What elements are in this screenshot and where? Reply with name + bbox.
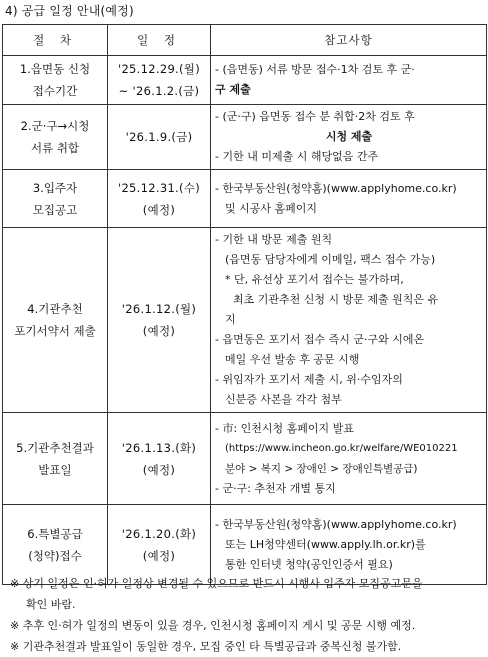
table-row [3, 105, 487, 170]
step-text: 6.특별공급 [27, 526, 83, 541]
step-text: 3.입주자 [32, 180, 78, 195]
notes-cell [211, 105, 487, 170]
note-text: 최초 기관추천 신청 시 방문 제출 원칙은 유 [233, 293, 439, 306]
table-row [3, 413, 487, 505]
date-text: '25.12.31.(수) [117, 180, 200, 195]
table-header-row [3, 25, 487, 56]
table-row [3, 228, 487, 413]
note-text: 메일 우선 발송 후 공문 시행 [225, 353, 360, 366]
note-text: 신분증 사본을 각각 첨부 [225, 393, 342, 406]
column-header-step: 절 차 [3, 25, 108, 56]
notes-cell [211, 228, 487, 413]
note-text: - 市: 인천시청 홈페이지 발표 [215, 421, 354, 435]
note-text: 구 제출 [215, 83, 251, 96]
note-text: 통한 인터넷 청약(공인인증서 필요) [225, 557, 393, 571]
note-text: - (군·구) 읍면동 접수 분 취합·2차 검토 후 [215, 110, 415, 123]
note-text: 시청 제출 [325, 130, 373, 143]
footnotes [10, 573, 486, 657]
note-text: - 한국부동산원(청약홈)(www.applyhome.co.kr) [215, 517, 457, 531]
notes-cell [211, 56, 487, 105]
date-text: '26.1.13.(화) [121, 440, 197, 455]
table-row [3, 56, 487, 105]
step-cell [3, 228, 108, 413]
notes-cell [211, 413, 487, 505]
step-cell [3, 413, 108, 505]
footnote: ※ 기관추천결과 발표일이 동일한 경우, 모집 중인 타 특별공급과 중복신청 불가함. [10, 640, 402, 653]
step-cell [3, 170, 108, 228]
date-cell [108, 56, 211, 105]
date-cell [108, 105, 211, 170]
step-cell [3, 105, 108, 170]
date-text: (예정) [142, 324, 176, 338]
date-text: ~ '26.1.2.(금) [118, 84, 200, 98]
step-text: 모집공고 [32, 202, 78, 217]
note-text: 또는 LH청약센터(www.apply.lh.or.kr)를 [225, 537, 426, 551]
step-text: 서류 취합 [30, 141, 80, 155]
note-text: - 군·구: 추천자 개별 통지 [215, 481, 336, 495]
note-text: (읍면동 담당자에게 이메일, 팩스 접수 가능) [225, 253, 436, 266]
schedule-table [2, 24, 487, 585]
footnote: ※ 추후 인·허가 일정의 변동이 있을 경우, 인천시청 홈페이지 게시 및 공문 시행 예정. [10, 619, 416, 632]
date-cell [108, 228, 211, 413]
note-text: 및 시공사 홈페이지 [225, 201, 318, 215]
footnote-continued: 확인 바람. [26, 598, 76, 611]
step-text: 접수기간 [32, 84, 78, 98]
note-text: - 읍면동은 포기서 접수 즉시 군·구와 시에온 [215, 333, 425, 346]
date-text: (예정) [142, 548, 176, 563]
date-text: '25.12.29.(월) [117, 62, 200, 76]
step-text: 5.기관추천결과 [16, 440, 94, 455]
step-text: (청약)접수 [28, 548, 82, 563]
footnote: ※ 상기 일정은 인·허가 일정상 변경될 수 있으므로 반드시 시행사 입주자 모집공고문을 [10, 577, 423, 590]
note-text: - 기한 내 방문 제출 원칙 [215, 233, 333, 246]
column-header-notes: 참고사항 [211, 25, 487, 56]
date-text: (예정) [142, 462, 176, 477]
date-text: '26.1.12.(월) [121, 302, 197, 316]
step-cell [3, 56, 108, 105]
table-row [3, 170, 487, 228]
date-text: (예정) [142, 202, 176, 217]
date-text: '26.1.9.(금) [125, 130, 193, 144]
note-text: * 단, 유선상 포기서 접수는 불가하며, [225, 273, 404, 286]
note-text: - (읍면동) 서류 방문 접수·1차 검토 후 군· [215, 63, 415, 76]
note-text: - 기한 내 미제출 시 해당없음 간주 [215, 150, 379, 163]
date-cell [108, 413, 211, 505]
note-text: - 한국부동산원(청약홈)(www.applyhome.co.kr) [215, 181, 457, 195]
note-text: 분야 > 복지 > 장애인 > 장애인특별공급) [225, 462, 418, 475]
column-header-date: 일 정 [108, 25, 211, 56]
note-text: - 위임자가 포기서 제출 시, 위·수임자의 [215, 373, 403, 386]
step-text: 1.읍면동 신청 [19, 62, 91, 76]
step-text: 발표일 [38, 462, 72, 477]
date-cell [108, 170, 211, 228]
date-text: '26.1.20.(화) [121, 526, 197, 541]
step-text: 2.군·구→시청 [20, 119, 90, 133]
notes-cell [211, 170, 487, 228]
step-text: 4.기관추천 [27, 302, 83, 316]
note-text: (https://www.incheon.go.kr/welfare/WE010221 [225, 442, 458, 454]
section-heading: 4) 공급 일정 안내(예정) [5, 4, 134, 18]
step-text: 포기서약서 제출 [14, 324, 96, 338]
note-text: 지 [225, 313, 236, 326]
